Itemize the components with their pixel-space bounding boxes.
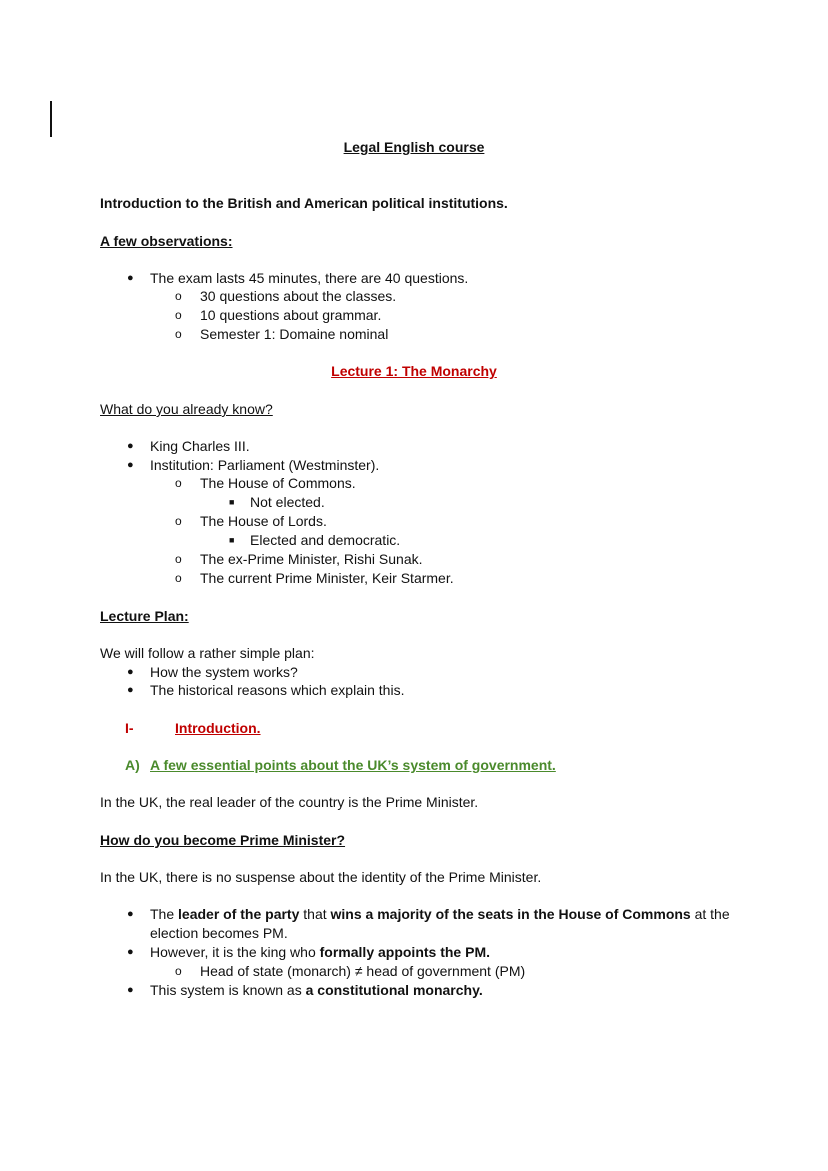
pm-point — [150, 981, 483, 999]
pm-subpoint: Head of state (monarch) ≠ head of government (PM) — [200, 963, 526, 979]
bullet-hollow-icon: o — [175, 552, 182, 566]
bullet-filled-icon: ● — [127, 684, 134, 696]
list-subitem: The current Prime Minister, Keir Starmer. — [200, 570, 454, 586]
pm-point — [150, 905, 730, 923]
bullet-hollow-icon: o — [175, 308, 182, 322]
pm-point-bold: wins a majority of the seats in the House of Commons — [330, 906, 691, 922]
bullet-hollow-icon: o — [175, 476, 182, 490]
list-subsubitem: Elected and democratic. — [250, 532, 401, 548]
bullet-hollow-icon: o — [175, 964, 182, 978]
bullet-filled-icon: ● — [127, 440, 134, 452]
plan-intro: We will follow a rather simple plan: — [100, 645, 315, 661]
plan-heading: Lecture Plan: — [100, 608, 189, 624]
become-pm-heading: How do you become Prime Minister? — [100, 832, 346, 848]
section-number: I- — [125, 720, 134, 736]
bullet-filled-icon: ● — [127, 946, 134, 958]
leader-sentence: In the UK, the real leader of the country is the Prime Minister. — [100, 794, 479, 810]
pm-point-continuation: election becomes PM. — [150, 925, 288, 941]
bullet-filled-icon: ● — [127, 272, 134, 284]
pm-point-bold: a constitutional monarchy. — [305, 982, 483, 998]
pm-point — [150, 943, 490, 961]
bullet-filled-icon: ● — [127, 908, 134, 920]
observation-item: The exam lasts 45 minutes, there are 40 questions. — [150, 270, 469, 286]
bullet-filled-icon: ● — [127, 984, 134, 996]
pm-point-text: that — [299, 906, 331, 922]
list-item: Institution: Parliament (Westminster). — [150, 457, 380, 473]
plan-item: How the system works? — [150, 664, 298, 680]
intro-heading: Introduction to the British and American political institutions. — [100, 195, 508, 211]
bullet-hollow-icon: o — [175, 327, 182, 341]
observation-subitem: 30 questions about the classes. — [200, 288, 397, 304]
subsection-title: A few essential points about the UK’s system of government. — [150, 757, 556, 773]
text-cursor — [50, 101, 52, 137]
list-item: King Charles III. — [150, 438, 250, 454]
bullet-filled-icon: ● — [127, 666, 134, 678]
bullet-square-icon: ■ — [229, 535, 235, 545]
subsection-letter: A) — [125, 757, 140, 773]
pm-point-bold: leader of the party — [178, 906, 300, 922]
pm-point-bold: formally appoints the PM. — [319, 944, 490, 960]
section-title: Introduction. — [175, 720, 261, 736]
already-know-heading: What do you already know? — [100, 401, 273, 417]
lecture-title: Lecture 1: The Monarchy — [331, 363, 497, 379]
list-subitem: The House of Lords. — [200, 513, 327, 529]
suspense-sentence: In the UK, there is no suspense about the identity of the Prime Minister. — [100, 869, 542, 885]
observations-heading: A few observations: — [100, 233, 233, 249]
list-subitem: The ex-Prime Minister, Rishi Sunak. — [200, 551, 423, 567]
list-subsubitem: Not elected. — [250, 494, 325, 510]
observation-subitem: 10 questions about grammar. — [200, 307, 382, 323]
bullet-hollow-icon: o — [175, 289, 182, 303]
bullet-filled-icon: ● — [127, 459, 134, 471]
list-subitem: The House of Commons. — [200, 475, 356, 491]
pm-point-text: However, it is the king who — [150, 944, 320, 960]
observation-subitem: Semester 1: Domaine nominal — [200, 326, 389, 342]
plan-item: The historical reasons which explain this. — [150, 682, 405, 698]
bullet-square-icon: ■ — [229, 497, 235, 507]
bullet-hollow-icon: o — [175, 514, 182, 528]
course-title: Legal English course — [343, 139, 485, 155]
pm-point-text: This system is known as — [150, 982, 306, 998]
pm-point-text: at the — [690, 906, 730, 922]
bullet-hollow-icon: o — [175, 571, 182, 585]
pm-point-text: The — [150, 906, 179, 922]
